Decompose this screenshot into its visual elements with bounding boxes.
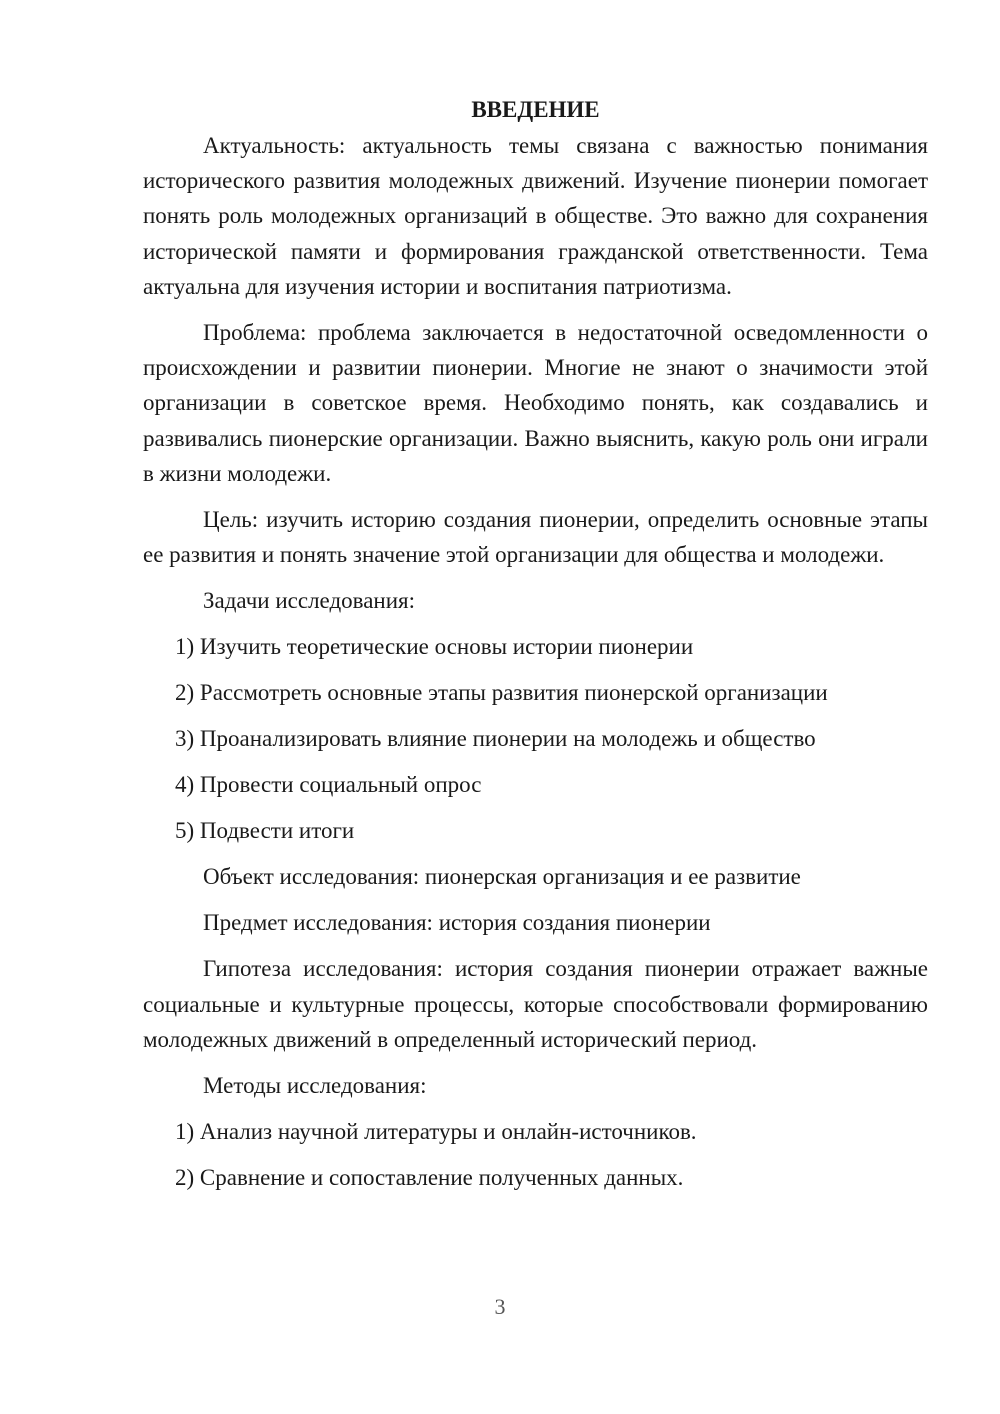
methods-heading: Методы исследования: bbox=[203, 1073, 427, 1099]
tasks-heading: Задачи исследования: bbox=[203, 588, 416, 614]
goal-paragraph: Цель: изучить историю создания пионерии, определить основные этапы ее развития и понять значение этой организации для общества и молодежи. bbox=[143, 507, 928, 568]
task-item: 3) Проанализировать влияние пионерии на молодежь и общество bbox=[175, 726, 816, 752]
research-subject: Предмет исследования: история создания пионерии bbox=[203, 910, 711, 936]
method-item: 1) Анализ научной литературы и онлайн-источников. bbox=[175, 1119, 697, 1145]
hypothesis-paragraph: Гипотеза исследования: история создания пионерии отражает важные социальные и культурные процессы, которые способствовали формированию молодежных движений в определенный исторический период. bbox=[143, 956, 928, 1052]
task-item: 2) Рассмотреть основные этапы развития пионерской организации bbox=[175, 680, 828, 706]
task-item: 4) Провести социальный опрос bbox=[175, 772, 482, 798]
method-item: 2) Сравнение и сопоставление полученных данных. bbox=[175, 1165, 684, 1191]
task-item: 5) Подвести итоги bbox=[175, 818, 355, 844]
research-object: Объект исследования: пионерская организация и ее развитие bbox=[203, 864, 801, 890]
relevance-paragraph: Актуальность: актуальность темы связана с важностью понимания исторического развития молодежных движений. Изучение пионерии помогает понять роль молодежных организаций в обществе. Это важно для сохранения исторической памяти и формирования гражданской ответственности. Тема актуальна для изучения истории и воспитания патриотизма. bbox=[143, 133, 928, 299]
page-number: 3 bbox=[494, 1294, 506, 1319]
problem-paragraph: Проблема: проблема заключается в недостаточной осведомленности о происхождении и развитии пионерии. Многие не знают о значимости этой организации в советское время. Необходимо понять, как создавались и развивались пионерские организации. Важно выяснить, какую роль они играли в жизни молодежи. bbox=[143, 320, 928, 486]
section-title: ВВЕДЕНИЕ bbox=[471, 97, 600, 122]
document-page bbox=[143, 92, 928, 1195]
task-item: 1) Изучить теоретические основы истории пионерии bbox=[175, 634, 694, 660]
